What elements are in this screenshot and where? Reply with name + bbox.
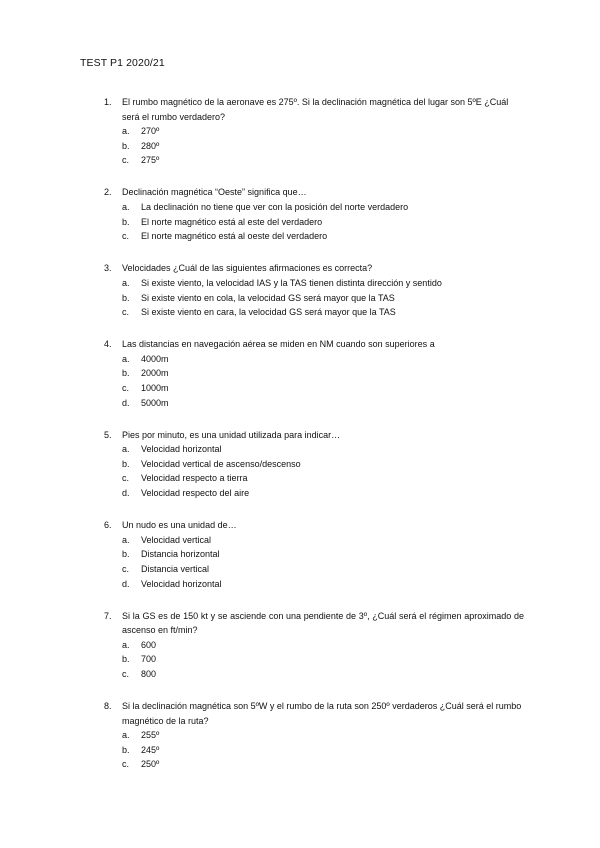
question-list: [104, 95, 524, 790]
question-number: 2.: [104, 187, 112, 198]
option: [104, 366, 524, 381]
option: [104, 442, 524, 457]
option-letter: c.: [122, 473, 130, 484]
option: [104, 757, 524, 772]
option-text: Distancia vertical: [141, 563, 210, 574]
option-text: Si existe viento, la velocidad IAS y la TAS tienen distinta dirección y sentido: [141, 277, 442, 288]
option-letter: d.: [122, 488, 130, 499]
question-text: Las distancias en navegación aérea se miden en NM cuando son superiores a: [122, 339, 435, 350]
option: [104, 139, 524, 154]
option-text: 700: [141, 654, 157, 665]
question-number: 4.: [104, 339, 112, 350]
option-letter: b.: [122, 140, 130, 151]
option: [104, 652, 524, 667]
page-title: TEST P1 2020/21: [80, 57, 165, 69]
option-text: Velocidad vertical de ascenso/descenso: [141, 458, 301, 469]
option-letter: d.: [122, 397, 130, 408]
option: [104, 215, 524, 230]
option: [104, 276, 524, 291]
option-letter: a.: [122, 277, 130, 288]
option-text: 2000m: [141, 368, 169, 379]
option: [104, 305, 524, 320]
question-4: [104, 337, 524, 410]
question-8: [104, 699, 524, 772]
question-number: 6.: [104, 520, 112, 531]
question-text: Pies por minuto, es una unidad utilizada para indicar…: [122, 429, 341, 440]
option-letter: a.: [122, 202, 130, 213]
option-letter: d.: [122, 578, 130, 589]
option-text: El norte magnético está al este del verdadero: [141, 216, 323, 227]
option-letter: a.: [122, 353, 130, 364]
option-text: 255º: [141, 730, 160, 741]
question-number: 1.: [104, 97, 112, 107]
option: [104, 667, 524, 682]
option-letter: a.: [122, 444, 130, 455]
option-letter: b.: [122, 744, 130, 755]
question-text: Si la declinación magnética son 5ºW y el rumbo de la ruta son 250º verdaderos ¿Cuál será el rumbo magnético de la ruta?: [122, 701, 522, 726]
option-text: 800: [141, 669, 157, 679]
option-letter: a.: [122, 534, 130, 545]
option: [104, 124, 524, 139]
option: [104, 471, 524, 486]
option-text: El norte magnético está al oeste del verdadero: [141, 231, 328, 242]
option-text: 245º: [141, 744, 160, 755]
option: [104, 200, 524, 215]
option: [104, 396, 524, 411]
option-text: 275º: [141, 155, 160, 166]
option-text: Velocidad respecto a tierra: [141, 473, 248, 484]
question-number: 8.: [104, 701, 112, 712]
option: [104, 486, 524, 501]
option-text: Velocidad vertical: [141, 534, 212, 545]
option-letter: c.: [122, 759, 130, 770]
option-letter: a.: [122, 639, 130, 650]
option-letter: c.: [122, 383, 130, 393]
question-7: [104, 609, 524, 682]
question-5: [104, 428, 524, 501]
option-text: 5000m: [141, 397, 169, 408]
option: [104, 577, 524, 592]
question-3: [104, 261, 524, 319]
option: [104, 381, 524, 396]
option: [104, 743, 524, 758]
option-letter: b.: [122, 549, 130, 560]
option-letter: c.: [122, 155, 130, 166]
question-number: 3.: [104, 263, 112, 274]
option-letter: b.: [122, 216, 130, 227]
option-text: 1000m: [141, 383, 169, 393]
question-text: Declinación magnética “Oeste” significa que…: [122, 187, 307, 198]
option: [104, 728, 524, 743]
option-text: 250º: [141, 759, 160, 770]
option-letter: a.: [122, 126, 130, 137]
option: [104, 457, 524, 472]
option-text: Si existe viento en cara, la velocidad GS será mayor que la TAS: [141, 307, 396, 318]
option-letter: b.: [122, 654, 130, 665]
question-number: 7.: [104, 610, 112, 621]
option: [104, 153, 524, 168]
option-letter: a.: [122, 730, 130, 741]
option-letter: b.: [122, 368, 130, 379]
option-text: 280º: [141, 140, 160, 151]
option-text: Si existe viento en cola, la velocidad GS será mayor que la TAS: [141, 292, 395, 303]
option-letter: c.: [122, 307, 130, 318]
option: [104, 291, 524, 306]
option: [104, 229, 524, 244]
question-text: Si la GS es de 150 kt y se asciende con una pendiente de 3º, ¿Cuál será el régimen aproximado de ascenso en ft/min?: [122, 610, 524, 636]
option: [104, 638, 524, 653]
question-6: [104, 518, 524, 591]
question-text: El rumbo magnético de la aeronave es 275º. Si la declinación magnética del lugar son 5ºE ¿Cuál será el rumbo verdadero?: [122, 97, 509, 122]
question-number: 5.: [104, 429, 112, 440]
option: [104, 533, 524, 548]
option-letter: b.: [122, 458, 130, 469]
option-text: 4000m: [141, 353, 169, 364]
option-letter: c.: [122, 669, 130, 679]
option-text: Velocidad horizontal: [141, 444, 222, 455]
question-text: Un nudo es una unidad de…: [122, 520, 237, 531]
option-text: Velocidad horizontal: [141, 578, 222, 589]
option: [104, 562, 524, 577]
option-text: 270º: [141, 126, 160, 137]
question-text: Velocidades ¿Cuál de las siguientes afirmaciones es correcta?: [122, 263, 373, 274]
option: [104, 547, 524, 562]
option-letter: c.: [122, 563, 130, 574]
option-text: Velocidad respecto del aire: [141, 488, 250, 499]
question-2: [104, 185, 524, 243]
option-text: Distancia horizontal: [141, 549, 220, 560]
option-text: La declinación no tiene que ver con la posición del norte verdadero: [141, 202, 409, 213]
option-text: 600: [141, 639, 157, 650]
option: [104, 352, 524, 367]
option-letter: c.: [122, 231, 130, 242]
question-1: [104, 95, 524, 168]
option-letter: b.: [122, 292, 130, 303]
